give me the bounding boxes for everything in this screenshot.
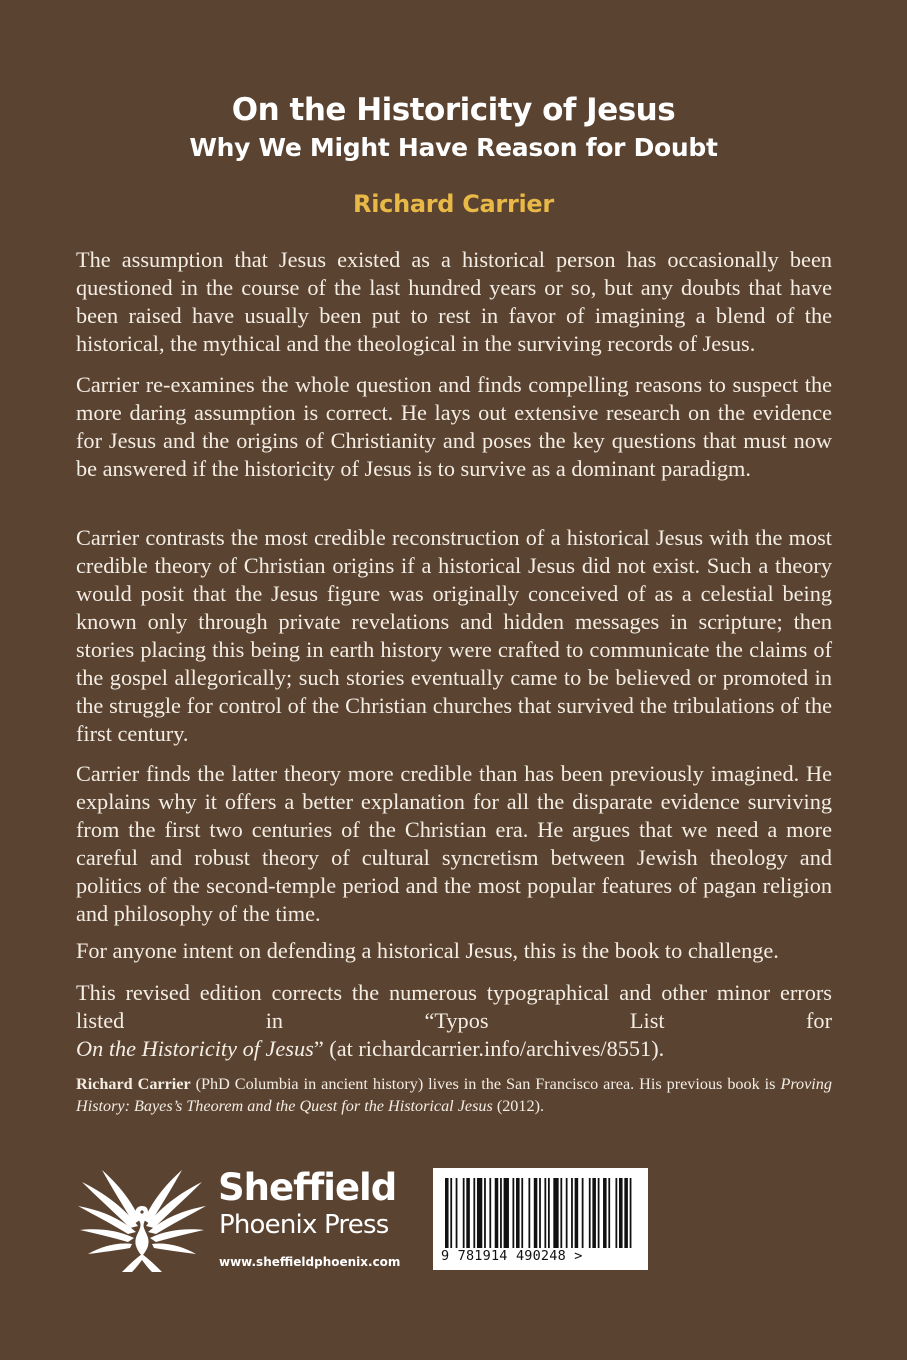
publisher-url[interactable]: www.sheffieldphoenix.com	[219, 1255, 401, 1269]
publisher-name-line2: Phoenix Press	[219, 1210, 389, 1240]
revised-edition-url-text: ” (at richardcarrier.info/archives/8551).	[313, 1036, 665, 1061]
bio-text: (PhD Columbia in ancient history) lives in the San Francisco area. His previous book is	[190, 1075, 781, 1093]
revised-edition-text: This revised edition corrects the numerous typographical and other minor errors listed in “Typos List for	[76, 980, 832, 1033]
barcode	[433, 1168, 648, 1270]
phoenix-logo-icon	[76, 1168, 208, 1272]
blurb-paragraph-5: For anyone intent on defending a historical Jesus, this is the book to challenge.	[76, 938, 779, 963]
revised-edition-tail	[76, 1036, 664, 1061]
blurb-paragraph-4: Carrier finds the latter theory more credible than has been previously imagined. He explains why it offers a better explanation for all the disparate evidence surviving from the first two centuries of the Christian era. He argues that we need a more careful and robust theory of cultural syncretism between Jewish theology and politics of the second-temple period and the most popular features of pagan religion and philosophy of the time.	[76, 761, 832, 926]
bio-previous-book: Proving History: Bayes’s Theorem and the Quest for the Historical Jesus	[76, 1075, 832, 1115]
blurb-paragraph-6	[76, 979, 832, 1063]
book-author: Richard Carrier	[353, 190, 554, 218]
author-bio	[76, 1073, 832, 1117]
book-subtitle: Why We Might Have Reason for Doubt	[189, 133, 718, 162]
book-title: On the Historicity of Jesus	[231, 92, 676, 128]
publisher-name-line1: Sheffield	[218, 1166, 397, 1209]
bio-year: (2012).	[492, 1097, 545, 1115]
blurb-paragraph-2: Carrier re-examines the whole question and finds compelling reasons to suspect the more daring assumption is correct. He lays out extensive research on the evidence for Jesus and the origins of Christianity and poses the key questions that must now be answered if the historicity of Jesus is to survive as a dominant paradigm.	[76, 372, 832, 481]
blurb-paragraph-3: Carrier contrasts the most credible reconstruction of a historical Jesus with the most credible theory of Christian origins if a historical Jesus did not exist. Such a theory would posit that the Jesus figure was originally conceived of as a celestial being known only through private revelations and hidden messages in scripture; then stories placing this being in earth history were crafted to communicate the claims of the gospel allegorically; such stories eventually came to be believed or promoted in the struggle for control of the Christian churches that survived the tribulations of the first century.	[76, 525, 832, 746]
barcode-icon	[445, 1178, 635, 1248]
book-title-italic: On the Historicity of Jesus	[76, 1036, 314, 1061]
blurb-paragraph-1: The assumption that Jesus existed as a historical person has occasionally been questioned in the course of the last hundred years or so, but any doubts that have been raised have usually been put to rest in favor of imagining a blend of the historical, the mythical and the theological in the surviving records of Jesus.	[76, 247, 832, 356]
barcode-digits: 9 781914 490248 >	[441, 1248, 583, 1264]
bio-author-name: Richard Carrier	[76, 1075, 191, 1093]
